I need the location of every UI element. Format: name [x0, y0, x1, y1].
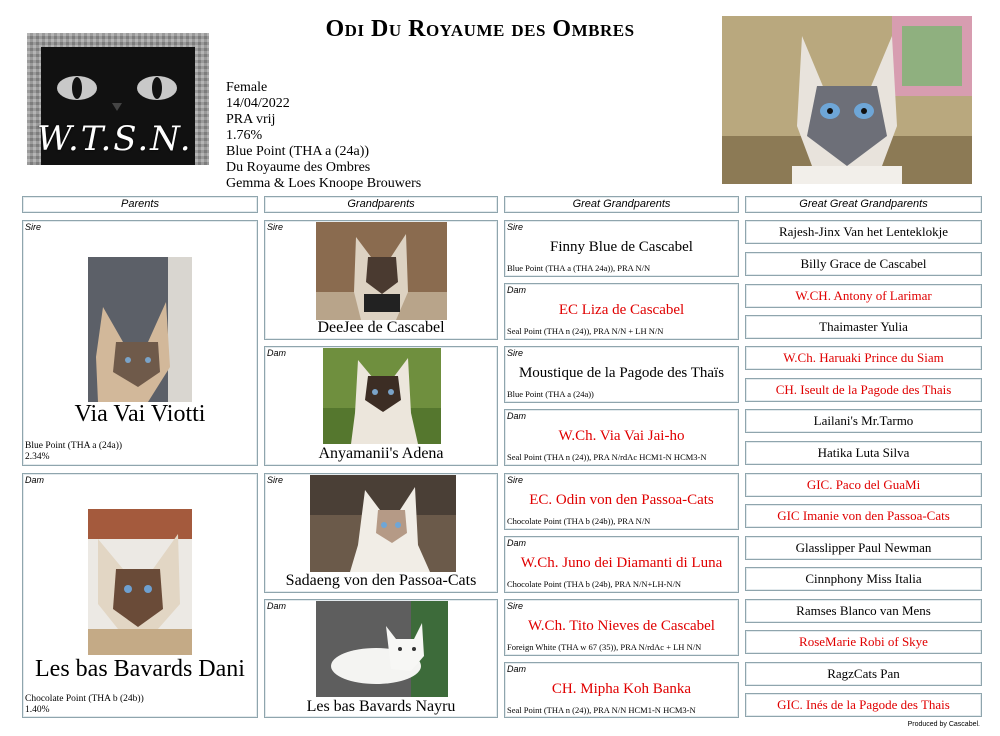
parent-details — [25, 694, 144, 716]
great-grandparent-detail: Chocolate Point (THA b (24b), PRA N/N+LH-N/N — [507, 579, 682, 589]
role-label: Sire — [507, 222, 524, 232]
great-grandparent-cell[interactable] — [504, 220, 739, 277]
great-great-grandparent-cell[interactable]: GIC Imanie von den Passoa-Cats — [745, 504, 982, 528]
parent-detail-line: Blue Point (THA a (24a)) — [25, 441, 123, 451]
parent-detail-line: Chocolate Point (THA b (24b)) — [25, 694, 144, 704]
parent-detail-line: 2.34% — [25, 452, 50, 462]
role-label: Dam — [507, 411, 527, 421]
column-header-great-grandparents: Great Grandparents — [504, 196, 739, 213]
great-grandparent-name: Finny Blue de Cascabel — [550, 239, 693, 255]
cat-photo — [88, 509, 192, 655]
cat-info — [226, 80, 421, 192]
great-grandparent-detail: Seal Point (THA n (24)), PRA N/N HCM1-N HCM3-N — [507, 705, 696, 715]
info-line: PRA vrij — [226, 112, 276, 127]
role-label: Dam — [507, 538, 527, 548]
great-great-grandparent-cell[interactable]: RagzCats Pan — [745, 662, 982, 686]
info-line: Du Royaume des Ombres — [226, 160, 371, 175]
grandparent-cell[interactable] — [264, 473, 498, 593]
great-grandparent-name: W.Ch. Tito Nieves de Cascabel — [528, 618, 715, 634]
role-label: Dam — [25, 475, 45, 485]
great-grandparent-name: EC. Odin von den Passoa-Cats — [529, 492, 714, 508]
great-grandparent-cell[interactable] — [504, 409, 739, 466]
cat-photo — [88, 257, 192, 402]
great-grandparent-detail: Seal Point (THA n (24)), PRA N/N + LH N/N — [507, 326, 664, 336]
cattery-logo — [27, 33, 209, 165]
great-great-grandparent-cell[interactable]: Glasslipper Paul Newman — [745, 536, 982, 560]
role-label: Dam — [267, 348, 287, 358]
great-grandparent-cell[interactable] — [504, 536, 739, 593]
great-great-grandparent-cell[interactable]: Lailani's Mr.Tarmo — [745, 409, 982, 433]
great-great-grandparent-cell[interactable]: GIC. Inés de la Pagode des Thais — [745, 693, 982, 717]
great-grandparent-cell[interactable] — [504, 599, 739, 656]
role-label: Sire — [25, 222, 42, 232]
grandparent-name: DeeJee de Cascabel — [317, 319, 445, 336]
great-grandparent-cell[interactable] — [504, 346, 739, 403]
role-label: Sire — [507, 601, 524, 611]
info-line: 14/04/2022 — [226, 96, 290, 111]
great-grandparent-name: W.Ch. Via Vai Jai-ho — [558, 428, 685, 444]
cat-photo — [310, 475, 456, 572]
great-great-grandparent-cell[interactable]: CH. Iseult de la Pagode des Thais — [745, 378, 982, 402]
info-line: Gemma & Loes Knoope Brouwers — [226, 176, 422, 191]
parent-dam-cell[interactable] — [22, 473, 258, 718]
role-label: Sire — [507, 475, 524, 485]
great-great-grandparent-cell[interactable]: Cinnphony Miss Italia — [745, 567, 982, 591]
great-great-grandparent-cell[interactable]: W.CH. Antony of Larimar — [745, 284, 982, 308]
grandparent-cell[interactable] — [264, 220, 498, 340]
great-great-grandparent-cell[interactable]: Thaimaster Yulia — [745, 315, 982, 339]
great-grandparent-cell[interactable] — [504, 662, 739, 718]
role-label: Sire — [267, 475, 284, 485]
great-grandparent-name: W.Ch. Juno dei Diamanti di Luna — [520, 555, 723, 571]
great-great-grandparent-cell[interactable]: Ramses Blanco van Mens — [745, 599, 982, 623]
great-great-grandparent-cell[interactable]: RoseMarie Robi of Skye — [745, 630, 982, 654]
great-grandparent-detail: Foreign White (THA w 67 (35)), PRA N/rdAc + LH N/N — [507, 642, 702, 652]
parent-name: Via Vai Viotti — [74, 401, 206, 427]
column-header-great-great-grandparents: Great Great Grandparents — [745, 196, 982, 213]
great-grandparent-name: CH. Mipha Koh Banka — [551, 681, 692, 697]
grandparent-name: Sadaeng von den Passoa-Cats — [285, 572, 477, 589]
role-label: Dam — [507, 664, 527, 674]
great-grandparent-name: Moustique de la Pagode des Thaïs — [518, 365, 725, 381]
role-label: Dam — [267, 601, 287, 611]
great-grandparent-cell[interactable] — [504, 473, 739, 530]
cat-photo — [323, 348, 441, 444]
great-great-grandparent-cell[interactable]: W.Ch. Haruaki Prince du Siam — [745, 346, 982, 370]
info-line: 1.76% — [226, 128, 263, 143]
great-grandparent-detail: Blue Point (THA a (THA 24a)), PRA N/N — [507, 263, 651, 273]
grandparent-cell[interactable] — [264, 346, 498, 466]
cat-photo — [316, 222, 447, 320]
parent-sire-cell[interactable] — [22, 220, 258, 466]
role-label: Sire — [267, 222, 284, 232]
great-grandparent-detail: Seal Point (THA n (24)), PRA N/rdAc HCM1-N HCM3-N — [507, 452, 707, 462]
great-great-grandparent-cell[interactable]: GIC. Paco del GuaMi — [745, 473, 982, 497]
great-grandparent-name: EC Liza de Cascabel — [558, 302, 685, 318]
role-label: Sire — [507, 348, 524, 358]
footer-credit: Produced by Cascabel. — [907, 721, 980, 728]
role-label: Dam — [507, 285, 527, 295]
grandparent-cell[interactable] — [264, 599, 498, 718]
grandparent-name: Anyamanii's Adena — [318, 445, 444, 462]
great-grandparent-detail: Chocolate Point (THA b (24b)), PRA N/N — [507, 516, 651, 526]
parent-detail-line: 1.40% — [25, 705, 50, 715]
great-great-grandparent-cell[interactable]: Rajesh-Jinx Van het Lenteklokje — [745, 220, 982, 244]
parent-name: Les bas Bavards Dani — [35, 656, 245, 682]
grandparent-name: Les bas Bavards Nayru — [306, 698, 456, 715]
main-cat-photo — [722, 16, 972, 184]
column-header-parents: Parents — [22, 196, 258, 213]
great-great-grandparent-cell[interactable]: Hatika Luta Silva — [745, 441, 982, 465]
great-grandparent-detail: Blue Point (THA a (24a)) — [507, 389, 594, 399]
column-header-grandparents: Grandparents — [264, 196, 498, 213]
info-line: Female — [226, 80, 268, 95]
parent-details — [25, 441, 122, 463]
great-great-grandparent-cell[interactable]: Billy Grace de Cascabel — [745, 252, 982, 276]
great-grandparent-cell[interactable] — [504, 283, 739, 340]
page-title: Odi Du Royaume des Ombres — [325, 16, 635, 42]
cat-photo — [316, 601, 448, 697]
info-line: Blue Point (THA a (24a)) — [226, 144, 370, 159]
logo-text: W.T.S.N. — [37, 119, 193, 159]
